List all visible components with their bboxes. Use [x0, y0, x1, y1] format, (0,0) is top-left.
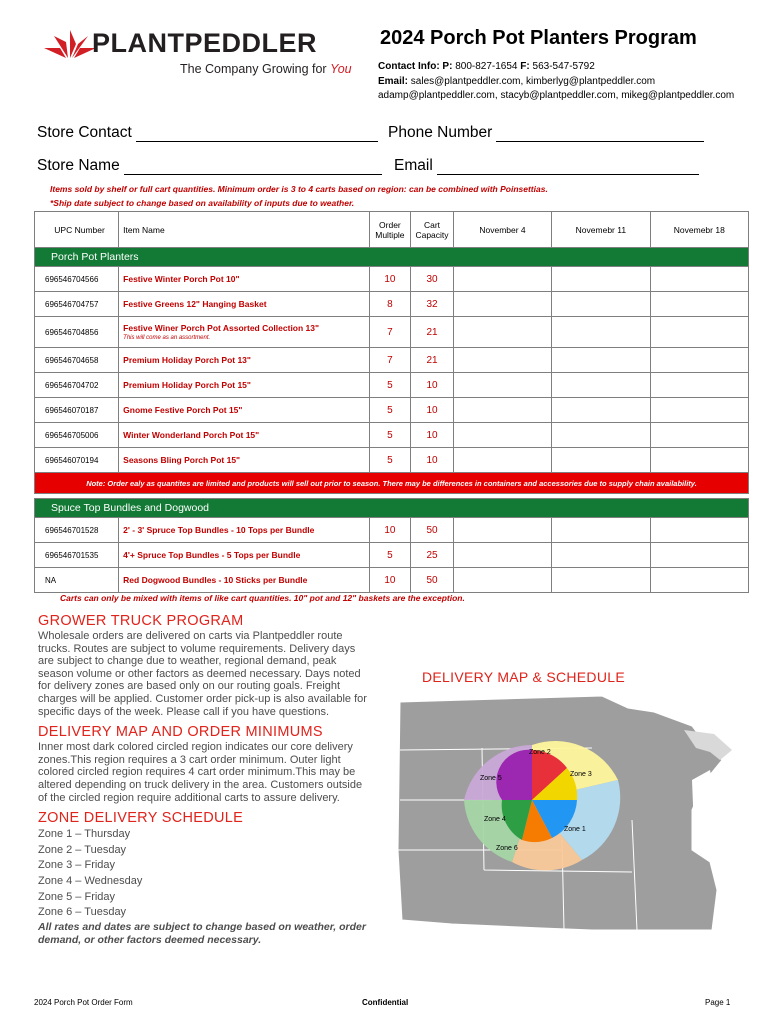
minimums-paragraph: Inner most dark colored circled region indicates our core delivery zones.This region requires a 3 cart order minimum. Outer light colored circled region requires 4 cart order minimum.This may be altered depending on truck delivery in the area. Customers outside of the circled region require additional carts to assure delivery.	[38, 741, 363, 804]
map-label: Zone 3	[570, 771, 592, 778]
page-title: 2024 Porch Pot Planters Program	[380, 27, 697, 49]
grower-truck-section	[38, 612, 368, 947]
map-label: Zone 5	[480, 775, 502, 782]
zone-schedule-item: Zone 4 – Wednesday	[38, 874, 143, 887]
item-cell	[119, 373, 369, 398]
qty-input-date-2[interactable]	[552, 423, 650, 448]
qty-input-date-2[interactable]	[552, 317, 650, 348]
table-row	[35, 398, 749, 423]
email-field[interactable]: Email	[394, 157, 699, 175]
table-row	[35, 373, 749, 398]
item-name: Seasons Bling Porch Pot 15"	[123, 455, 241, 465]
qty-input-date-1[interactable]	[453, 267, 551, 292]
qty-input-date-2[interactable]	[552, 518, 650, 543]
qty-input-date-3[interactable]	[650, 518, 748, 543]
table-row	[35, 568, 749, 593]
upc-cell: 696546704566	[35, 267, 119, 292]
cart-mix-note: Carts can only be mixed with items of like cart quantities. 10" pot and 12" baskets are the exception.	[60, 593, 465, 603]
qty-input-date-1[interactable]	[453, 448, 551, 473]
item-cell	[119, 267, 369, 292]
minimum-order-note: Items sold by shelf or full cart quantities. Minimum order is 3 to 4 carts based on region: can be combined with Poinsettias.	[50, 184, 548, 194]
item-cell	[119, 423, 369, 448]
cart-capacity-cell: 30	[411, 267, 454, 292]
cart-capacity-cell: 32	[411, 292, 454, 317]
item-cell	[119, 448, 369, 473]
store-contact-field[interactable]: Store Contact	[37, 124, 378, 142]
map-label: Zone 2	[529, 749, 551, 756]
qty-input-date-1[interactable]	[453, 423, 551, 448]
footer-page: Page 1	[705, 998, 731, 1007]
qty-input-date-3[interactable]	[650, 267, 748, 292]
col-item-name: Item Name	[119, 212, 369, 248]
order-multiple-cell: 5	[369, 423, 411, 448]
qty-input-date-2[interactable]	[552, 568, 650, 593]
qty-input-date-3[interactable]	[650, 423, 748, 448]
qty-input-date-1[interactable]	[453, 398, 551, 423]
brand-name: PLANTPEDDLER	[92, 28, 318, 58]
order-multiple-cell: 5	[369, 398, 411, 423]
upc-cell: 696546705006	[35, 423, 119, 448]
item-cell	[119, 317, 369, 348]
item-cell	[119, 292, 369, 317]
table-row	[35, 423, 749, 448]
qty-input-date-1[interactable]	[453, 518, 551, 543]
table-row	[35, 348, 749, 373]
upc-cell: 696546704702	[35, 373, 119, 398]
col-date-1: November 4	[453, 212, 551, 248]
section-header: Porch Pot Planters	[35, 248, 749, 267]
col-cart-capacity: Cart Capacity	[411, 212, 454, 248]
delivery-map-title: DELIVERY MAP & SCHEDULE	[422, 669, 625, 685]
item-name: Premium Holiday Porch Pot 15"	[123, 380, 251, 390]
qty-input-date-1[interactable]	[453, 317, 551, 348]
qty-input-date-2[interactable]	[552, 398, 650, 423]
item-note: This will come as an assortment.	[123, 335, 211, 341]
qty-input-date-3[interactable]	[650, 448, 748, 473]
table-row	[35, 267, 749, 292]
cart-capacity-cell: 10	[411, 448, 454, 473]
cart-capacity-cell: 25	[411, 543, 454, 568]
order-multiple-cell: 5	[369, 448, 411, 473]
section-header: Spuce Top Bundles and Dogwood	[35, 499, 749, 518]
map-label: Zone 6	[496, 845, 518, 852]
grower-paragraph: Wholesale orders are delivered on carts via Plantpeddler route trucks. Routes are subject to volume requirements. Delivery days are subject to change due to weather, regional demand, peak season volume or other factors as deemed necessary. Days noted for delivery zones are based only on our routing goals. Freight charges will be applied. Customer order pick-up is also available for specific days of the week. Please call if you have questions.	[38, 630, 367, 718]
col-upc: UPC Number	[35, 212, 119, 248]
warning-banner: Note: Order ealy as quantites are limited and products will sell out prior to season. There may be differences in containers and accessories due to supply chain availability.	[35, 473, 749, 494]
map-label: Zone 1	[564, 826, 586, 833]
zone-schedule-item: Zone 1 – Thursday	[38, 828, 131, 841]
qty-input-date-1[interactable]	[453, 543, 551, 568]
item-name: Festive Winer Porch Pot Assorted Collection 13"	[123, 323, 320, 333]
zone-schedule-item: Zone 6 – Tuesday	[38, 906, 127, 919]
minimums-title: DELIVERY MAP AND ORDER MINIMUMS	[38, 724, 323, 741]
col-order-multiple: Order Multiple	[369, 212, 411, 248]
qty-input-date-3[interactable]	[650, 373, 748, 398]
cart-capacity-cell: 21	[411, 317, 454, 348]
ship-date-note: *Ship date subject to change based on availability of inputs due to weather.	[50, 198, 355, 208]
qty-input-date-2[interactable]	[552, 267, 650, 292]
item-cell	[119, 543, 369, 568]
order-multiple-cell: 8	[369, 292, 411, 317]
order-multiple-cell: 5	[369, 373, 411, 398]
order-multiple-cell: 10	[369, 568, 411, 593]
grower-title: GROWER TRUCK PROGRAM	[38, 613, 244, 629]
qty-input-date-2[interactable]	[552, 543, 650, 568]
zone-schedule-item: Zone 3 – Friday	[38, 859, 116, 872]
qty-input-date-3[interactable]	[650, 568, 748, 593]
zone-schedule-item: Zone 5 – Friday	[38, 890, 116, 903]
col-date-2: Novemebr 11	[552, 212, 650, 248]
zone-schedule-item: Zone 2 – Tuesday	[38, 843, 127, 856]
rates-note: All rates and dates are subject to change based on weather, order demand, or other factors deemed necessary.	[38, 920, 366, 946]
item-name: Festive Winter Porch Pot 10"	[123, 274, 240, 284]
upc-cell: 696546070187	[35, 398, 119, 423]
qty-input-date-2[interactable]	[552, 292, 650, 317]
order-multiple-cell: 7	[369, 348, 411, 373]
footer-center: Confidential	[362, 998, 409, 1007]
qty-input-date-3[interactable]	[650, 317, 748, 348]
zone-schedule-list	[38, 827, 368, 921]
order-table	[34, 211, 749, 593]
brand-tagline: The Company Growing for You	[180, 62, 352, 76]
schedule-title: ZONE DELIVERY SCHEDULE	[38, 810, 244, 827]
qty-input-date-3[interactable]	[650, 348, 748, 373]
item-name: Premium Holiday Porch Pot 13"	[123, 355, 251, 365]
qty-input-date-2[interactable]	[552, 373, 650, 398]
item-cell	[119, 398, 369, 423]
store-name-field[interactable]: Store Name	[37, 157, 382, 175]
item-name: 4'+ Spruce Top Bundles - 5 Tops per Bundle	[123, 550, 301, 560]
item-name: Gnome Festive Porch Pot 15"	[123, 405, 243, 415]
table-row	[35, 518, 749, 543]
table-row	[35, 448, 749, 473]
qty-input-date-1[interactable]	[453, 348, 551, 373]
footer-left: 2024 Porch Pot Order Form	[34, 998, 133, 1007]
contact-info: Contact Info: P: 800-827-1654 F: 563-547-5792 Email: sales@plantpeddler.com, kimberlyg@plantpeddler.com adamp@plantpeddler.com, stacyb@plantpeddler.com, mikeg@plantpeddler.com	[378, 61, 735, 101]
upc-cell: 696546070194	[35, 448, 119, 473]
table-row	[35, 317, 749, 348]
qty-input-date-3[interactable]	[650, 543, 748, 568]
item-cell	[119, 568, 369, 593]
cart-capacity-cell: 10	[411, 423, 454, 448]
qty-input-date-1[interactable]	[453, 292, 551, 317]
leaf-logo-icon	[40, 28, 100, 68]
qty-input-date-3[interactable]	[650, 398, 748, 423]
upc-cell: 696546704658	[35, 348, 119, 373]
item-name: Winter Wonderland Porch Pot 15"	[123, 430, 260, 440]
item-cell	[119, 348, 369, 373]
col-date-3: Novemebr 18	[650, 212, 748, 248]
cart-capacity-cell: 10	[411, 373, 454, 398]
qty-input-date-2[interactable]	[552, 448, 650, 473]
phone-number-field[interactable]: Phone Number	[388, 124, 704, 142]
qty-input-date-3[interactable]	[650, 292, 748, 317]
order-multiple-cell: 5	[369, 543, 411, 568]
qty-input-date-1[interactable]	[453, 373, 551, 398]
order-multiple-cell: 10	[369, 518, 411, 543]
qty-input-date-2[interactable]	[552, 348, 650, 373]
order-multiple-cell: 10	[369, 267, 411, 292]
item-name: Festive Greens 12" Hanging Basket	[123, 299, 267, 309]
item-cell	[119, 518, 369, 543]
upc-cell: 696546701535	[35, 543, 119, 568]
upc-cell: 696546704856	[35, 317, 119, 348]
cart-capacity-cell: 50	[411, 568, 454, 593]
upc-cell: 696546704757	[35, 292, 119, 317]
table-row	[35, 543, 749, 568]
delivery-map	[392, 690, 747, 935]
table-header-row	[35, 212, 749, 248]
cart-capacity-cell: 21	[411, 348, 454, 373]
cart-capacity-cell: 10	[411, 398, 454, 423]
map-label: Zone 4	[484, 816, 506, 823]
upc-cell: 696546701528	[35, 518, 119, 543]
item-name: 2' - 3' Spruce Top Bundles - 10 Tops per Bundle	[123, 525, 315, 535]
qty-input-date-1[interactable]	[453, 568, 551, 593]
order-multiple-cell: 7	[369, 317, 411, 348]
table-row	[35, 292, 749, 317]
item-name: Red Dogwood Bundles - 10 Sticks per Bundle	[123, 575, 308, 585]
cart-capacity-cell: 50	[411, 518, 454, 543]
upc-cell: NA	[35, 568, 119, 593]
